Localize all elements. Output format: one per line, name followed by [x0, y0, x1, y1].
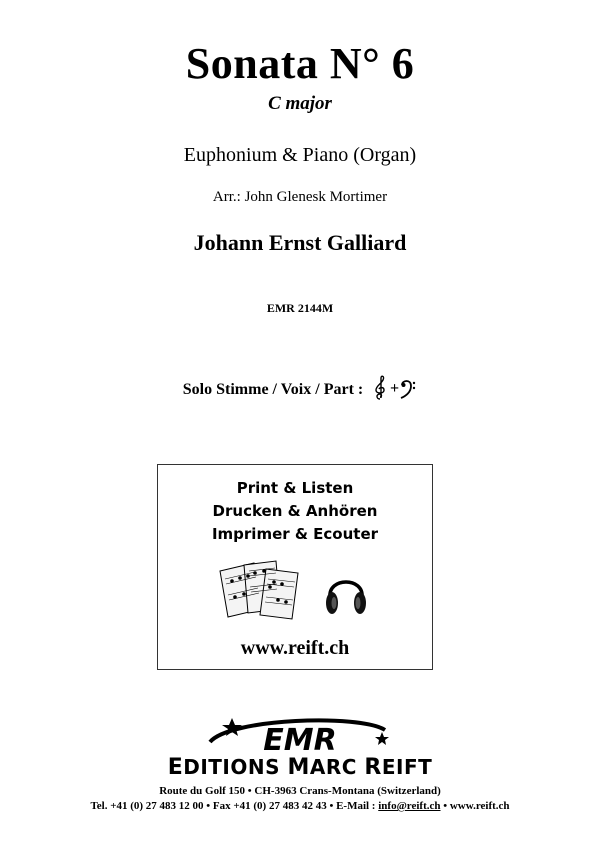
part-line [0, 375, 600, 406]
promo-line-en: Print & Listen [236, 479, 354, 497]
promo-line-de: Drucken & Anhören [212, 502, 378, 520]
headphones-icon [324, 567, 368, 619]
publisher-name-part: ARC [309, 755, 365, 779]
arranger: Arr.: John Glenesk Mortimer [212, 189, 388, 205]
page-title: Sonata N° 6 [185, 39, 415, 88]
key-signature-label: C major [268, 93, 332, 114]
sheet-music-icon [218, 557, 304, 621]
email-link[interactable]: info@reift.ch [378, 800, 441, 812]
publisher-contact [0, 800, 600, 812]
publisher-address: Route du Golf 150 • CH-3963 Crans-Montana (Switzerland) [159, 785, 441, 797]
treble-clef-icon [376, 376, 384, 399]
bass-clef-icon [401, 381, 415, 398]
emr-logo [150, 708, 450, 756]
promo-line-fr: Imprimer & Ecouter [211, 525, 379, 543]
publisher-name-part: M [287, 755, 310, 780]
instrumentation: Euphonium & Piano (Organ) [183, 144, 417, 166]
catalog-number: EMR 2144M [266, 301, 334, 315]
print-listen-box [157, 464, 433, 670]
contact-suffix: • www.reift.ch [440, 800, 510, 812]
publisher-name-part: DITIONS [183, 755, 288, 779]
promo-url[interactable]: www.reift.ch [240, 637, 350, 659]
logo-text: EMR [263, 723, 337, 756]
composer: Johann Ernst Galliard [193, 230, 407, 255]
contact-prefix: Tel. +41 (0) 27 483 12 00 • Fax +41 (0) 27 483 42 43 • E-Mail : [90, 800, 379, 812]
publisher-name-part: R [364, 755, 382, 780]
part-plus: + [390, 380, 400, 397]
publisher-name-part: E [167, 755, 184, 780]
part-label: Solo Stimme / Voix / Part : [182, 381, 364, 399]
clef-icons [373, 375, 417, 406]
publisher-name-part: EIFT [381, 755, 433, 779]
publisher-name [0, 755, 600, 780]
